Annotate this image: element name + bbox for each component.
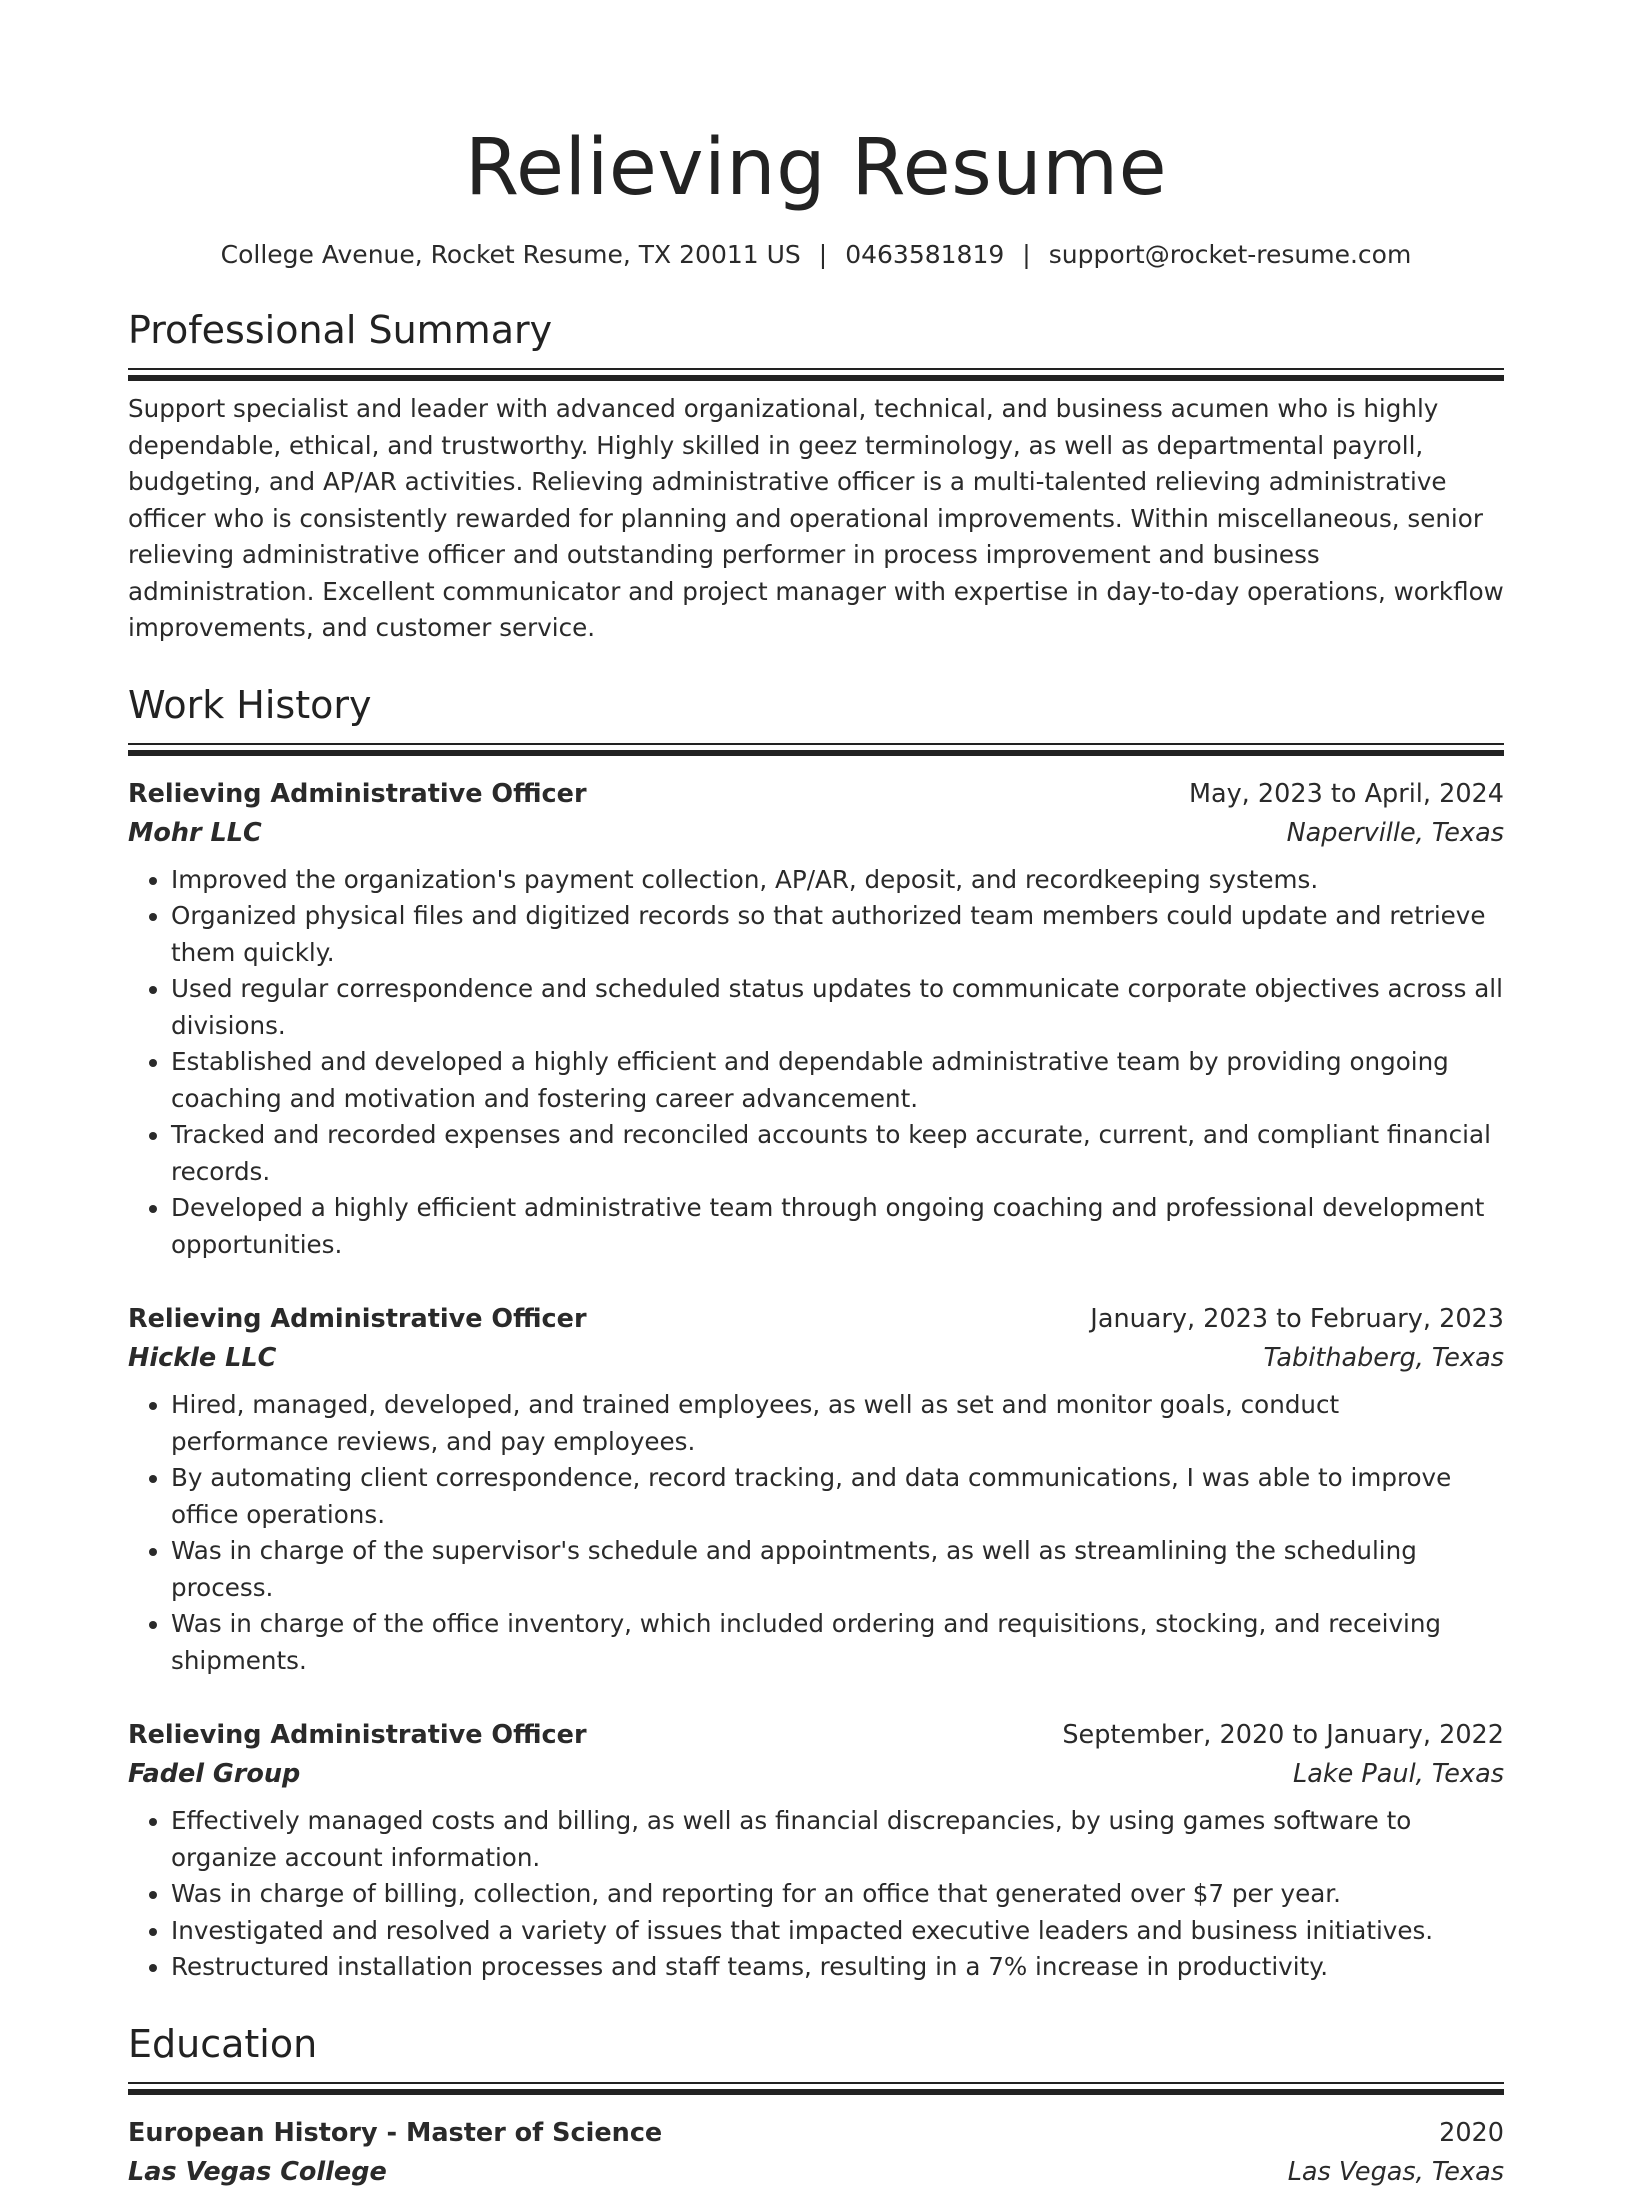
section-divider bbox=[128, 743, 1504, 756]
job-dates: May, 2023 to April, 2024 bbox=[1188, 778, 1504, 809]
education-entry bbox=[128, 2113, 1504, 2191]
job-company-row bbox=[128, 814, 1504, 852]
job-dates: January, 2023 to February, 2023 bbox=[1090, 1304, 1504, 1334]
job-entry bbox=[128, 774, 1504, 1264]
job-header-row bbox=[128, 774, 1504, 814]
education-school-row bbox=[128, 2153, 1504, 2191]
job-bullets bbox=[128, 1803, 1504, 1986]
job-bullet: • Was in charge of the office inventory, which included ordering and requisitions, stocking, and receiving shipments. bbox=[171, 1606, 1504, 1679]
job-dates: September, 2020 to January, 2022 bbox=[1062, 1720, 1504, 1750]
job-title: Relieving Administrative Officer bbox=[128, 778, 587, 809]
job-title: Relieving Administrative Officer bbox=[128, 1720, 587, 1750]
contact-email: support@rocket-resume.com bbox=[1048, 240, 1412, 269]
education-section bbox=[128, 2020, 1504, 2191]
job-header-row bbox=[128, 1299, 1504, 1339]
contact-separator: | bbox=[818, 240, 828, 269]
job-company: Fadel Group bbox=[128, 1759, 301, 1789]
job-entry bbox=[128, 1299, 1504, 1679]
job-bullet: • Restructured installation processes and staff teams, resulting in a 7% increase in productivity. bbox=[171, 1949, 1504, 1986]
contact-phone: 0463581819 bbox=[845, 240, 1005, 269]
job-company-row bbox=[128, 1755, 1504, 1793]
education-location: Las Vegas, Texas bbox=[1287, 2156, 1504, 2187]
job-location: Tabithaberg, Texas bbox=[1263, 1343, 1504, 1373]
job-bullet: • Investigated and resolved a variety of issues that impacted executive leaders and business initiatives. bbox=[171, 1913, 1504, 1950]
job-bullet: • Established and developed a highly efficient and dependable administrative team by providing ongoing coaching and motivation and fostering career advancement. bbox=[171, 1044, 1504, 1117]
job-company: Hickle LLC bbox=[128, 1343, 277, 1373]
job-bullet: • Organized physical files and digitized records so that authorized team members could update and retrieve them quickly. bbox=[171, 898, 1504, 971]
contact-line bbox=[128, 238, 1504, 272]
job-bullet: • Hired, managed, developed, and trained employees, as well as set and monitor goals, conduct performance reviews, and pay employees. bbox=[171, 1387, 1504, 1460]
work-history-section bbox=[128, 681, 1504, 1986]
job-bullet: • Used regular correspondence and scheduled status updates to communicate corporate objectives across all divisions. bbox=[171, 971, 1504, 1044]
job-bullet: • Improved the organization's payment collection, AP/AR, deposit, and recordkeeping systems. bbox=[171, 862, 1504, 899]
resume-name: Relieving Resume bbox=[464, 123, 1168, 213]
job-bullets bbox=[128, 1387, 1504, 1679]
job-entry bbox=[128, 1715, 1504, 1986]
education-school: Las Vegas College bbox=[128, 2156, 387, 2187]
job-location: Naperville, Texas bbox=[1286, 817, 1504, 848]
job-company-row bbox=[128, 1339, 1504, 1377]
section-title-work-history: Work History bbox=[128, 682, 372, 727]
section-title-summary: Professional Summary bbox=[128, 308, 553, 352]
summary-text: Support specialist and leader with advanced organizational, technical, and business acumen who is highly dependable, ethical, and trustworthy. Highly skilled in geez terminology, as well as departmental payroll, budgeting, and AP/AR activities. Relieving administrative officer is a multi-talented relieving administrative officer who is consistently rewarded for planning and operational improvements. Within miscellaneous, senior relieving administrative officer and outstanding performer in process improvement and business administration. Excellent communicator and project manager with expertise in day-to-day operations, workflow improvements, and customer service. bbox=[128, 394, 1504, 642]
job-bullets bbox=[128, 862, 1504, 1264]
section-divider bbox=[128, 2082, 1504, 2095]
job-bullet: • Effectively managed costs and billing, as well as financial discrepancies, by using games software to organize account information. bbox=[171, 1803, 1504, 1876]
job-location: Lake Paul, Texas bbox=[1293, 1759, 1504, 1789]
education-degree: European History - Master of Science bbox=[128, 2117, 663, 2148]
job-company: Mohr LLC bbox=[128, 817, 262, 848]
job-bullet: • Developed a highly efficient administrative team through ongoing coaching and professional development opportunities. bbox=[171, 1190, 1504, 1263]
education-year: 2020 bbox=[1439, 2117, 1504, 2148]
job-bullet: • Was in charge of billing, collection, and reporting for an office that generated over $7 per year. bbox=[171, 1876, 1504, 1913]
contact-separator: | bbox=[1022, 240, 1031, 269]
summary-section bbox=[128, 306, 1504, 647]
job-bullet: • Was in charge of the supervisor's schedule and appointments, as well as streamlining the scheduling process. bbox=[171, 1533, 1504, 1606]
job-title: Relieving Administrative Officer bbox=[128, 1304, 587, 1334]
section-divider bbox=[128, 368, 1504, 381]
job-bullet: • Tracked and recorded expenses and reconciled accounts to keep accurate, current, and compliant financial records. bbox=[171, 1117, 1504, 1190]
section-title-education: Education bbox=[128, 2021, 318, 2066]
education-header-row bbox=[128, 2113, 1504, 2153]
contact-address: College Avenue, Rocket Resume, TX 20011 US bbox=[220, 240, 801, 269]
job-bullet: • By automating client correspondence, record tracking, and data communications, I was able to improve office operations. bbox=[171, 1460, 1504, 1533]
job-header-row bbox=[128, 1715, 1504, 1755]
